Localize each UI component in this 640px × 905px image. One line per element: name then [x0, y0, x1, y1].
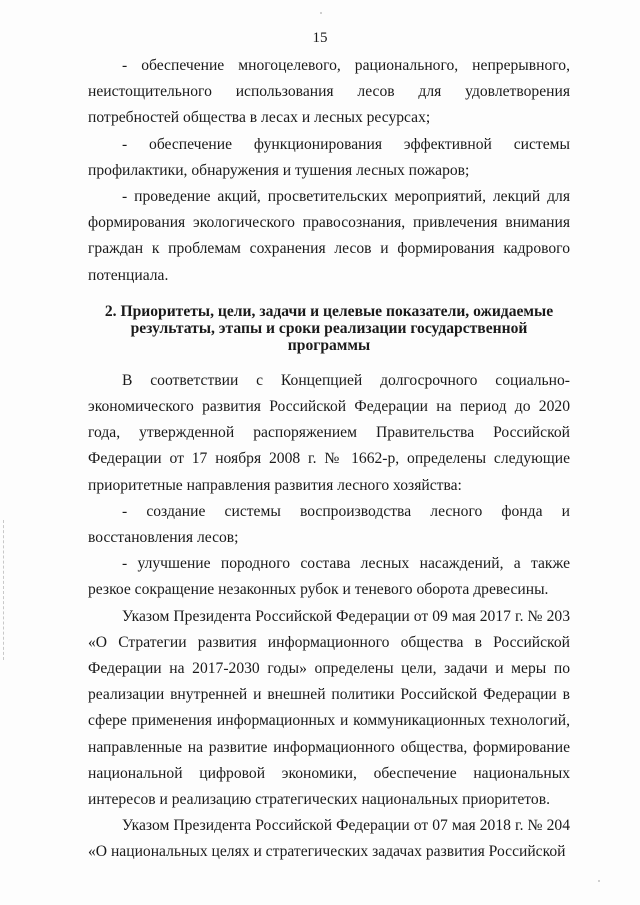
paragraph-bullet-fire-prevention: - обеспечение функционирования эффективной системы профилактики, обнаружения и тушения лесных пожаров;: [88, 135, 570, 179]
paragraph-concept: В соответствии с Концепцией долгосрочного социально-экономического развития Российской Федерации на период до 2020 года, утвержденной распоряжением Правительства Российской Федерации от 17 ноября 2008 г. № 1662-р, определены следующие приоритетные направления развития лесного хозяйства:: [88, 371, 570, 494]
scan-speck: [598, 880, 600, 882]
document-body: [88, 53, 570, 866]
paragraph-decree-204: Указом Президента Российской Федерации от 07 мая 2018 г. № 204 «О национальных целях и стратегических задачах развития Российской: [88, 817, 570, 861]
paragraph-bullet-awareness: - проведение акций, просветительских мероприятий, лекций для формирования экологического правосознания, привлечения внимания граждан к проблемам сохранения лесов и формирования кадрового потенциала.: [88, 188, 570, 284]
page-number: 15: [312, 30, 328, 46]
section-heading: 2. Приоритеты, цели, задачи и целевые показатели, ожидаемые результаты, этапы и сроки реализации государственной программы: [104, 302, 554, 354]
scan-speck: [320, 12, 322, 14]
paragraph-bullet-composition: - улучшение породного состава лесных насаждений, а также резкое сокращение незаконных рубок и теневого оборота древесины.: [88, 555, 570, 599]
paragraph-bullet-forest-use: - обеспечение многоцелевого, рационального, непрерывного, неистощительного использования лесов для удовлетворения потребностей общества в лесах и лесных ресурсах;: [88, 57, 570, 127]
paragraph-bullet-reproduction: - создание системы воспроизводства лесного фонда и восстановления лесов;: [88, 502, 570, 547]
scan-margin-marks: [3, 520, 6, 660]
paragraph-decree-203: Указом Президента Российской Федерации от 09 мая 2017 г. № 203 «О Стратегии развития информационного общества в Российской Федерации на 2017-2030 годы» определены цели, задачи и меры по реализации внутренней и внешней политики Российской Федерации в сфере применения информационных и коммуникационных технологий, направленные на развитие информационного общества, формирование национальной цифровой экономики, обеспечение национальных интересов и реализацию стратегических национальных приоритетов.: [88, 607, 570, 809]
